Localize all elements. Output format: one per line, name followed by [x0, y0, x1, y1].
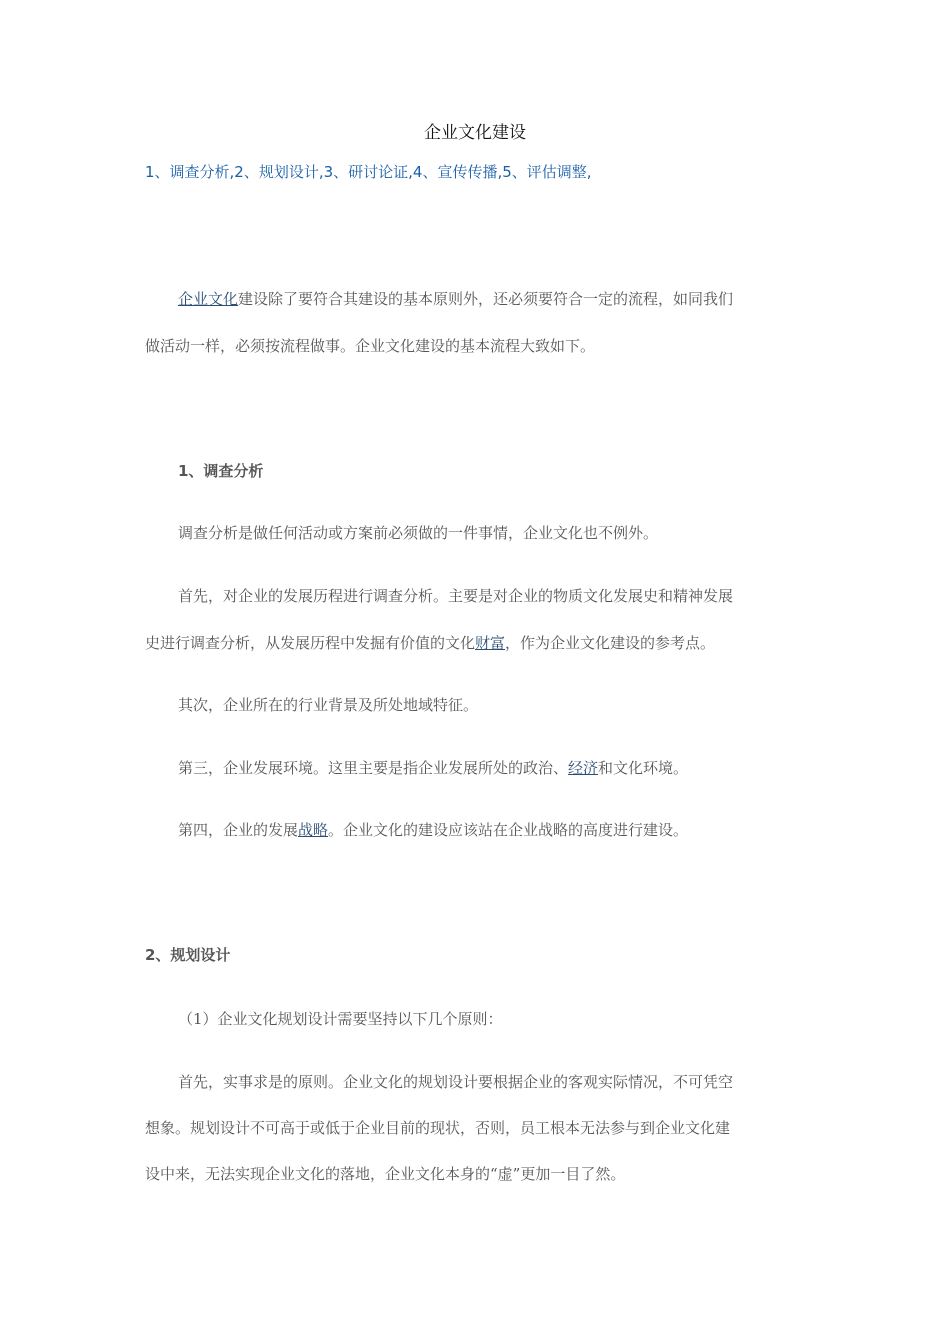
- section-2-paragraph-1-line-2: 想象。规划设计不可高于或低于企业目前的现状，否则，员工根本无法参与到企业文化建: [145, 1119, 731, 1137]
- section-2-subheading: （1）企业文化规划设计需要坚持以下几个原则：: [178, 1010, 503, 1028]
- strategy-link[interactable]: 战略: [298, 821, 329, 839]
- paragraph-5-text-a: 第四，企业的发展: [178, 821, 299, 839]
- paragraph-2-text-a: 史进行调查分析，从发展历程中发掘有价值的文化: [145, 634, 476, 652]
- section-1-paragraph-3: 其次，企业所在的行业背景及所处地域特征。: [178, 696, 479, 714]
- paragraph-4-text-b: 和文化环境。: [598, 759, 689, 777]
- section-1-paragraph-1: 调查分析是做任何活动或方案前必须做的一件事情，企业文化也不例外。: [178, 524, 659, 542]
- section-2-paragraph-1-line-3: 设中来，无法实现企业文化的落地，企业文化本身的“虚”更加一目了然。: [145, 1165, 626, 1183]
- economy-link[interactable]: 经济: [568, 759, 599, 777]
- table-of-contents: 1、调查分析,2、规划设计,3、研讨论证,4、宣传传播,5、评估调整,: [145, 163, 592, 181]
- section-2-heading: 2、规划设计: [145, 946, 231, 964]
- intro-line-1-text: 建设除了要符合其建设的基本原则外，还必须要符合一定的流程，如同我们: [238, 290, 734, 308]
- section-1-heading: 1、调查分析: [178, 462, 264, 480]
- section-1-paragraph-2-line-2: [145, 632, 715, 654]
- paragraph-4-text-a: 第三，企业发展环境。这里主要是指企业发展所处的政治、: [178, 759, 569, 777]
- corporate-culture-link[interactable]: 企业文化: [178, 290, 239, 308]
- document-title: 企业文化建设: [424, 123, 526, 143]
- section-1-paragraph-4: [178, 757, 688, 779]
- section-2-paragraph-1-line-1: 首先，实事求是的原则。企业文化的规划设计要根据企业的客观实际情况，不可凭空: [178, 1073, 734, 1091]
- paragraph-5-text-b: 。企业文化的建设应该站在企业战略的高度进行建设。: [328, 821, 689, 839]
- section-1-paragraph-5: [178, 819, 688, 841]
- intro-line-1: [178, 288, 733, 310]
- section-1-paragraph-2-line-1: 首先，对企业的发展历程进行调查分析。主要是对企业的物质文化发展史和精神发展: [178, 587, 734, 605]
- intro-line-2: 做活动一样，必须按流程做事。企业文化建设的基本流程大致如下。: [145, 337, 596, 355]
- wealth-link[interactable]: 财富: [475, 634, 506, 652]
- paragraph-2-text-b: ，作为企业文化建设的参考点。: [505, 634, 716, 652]
